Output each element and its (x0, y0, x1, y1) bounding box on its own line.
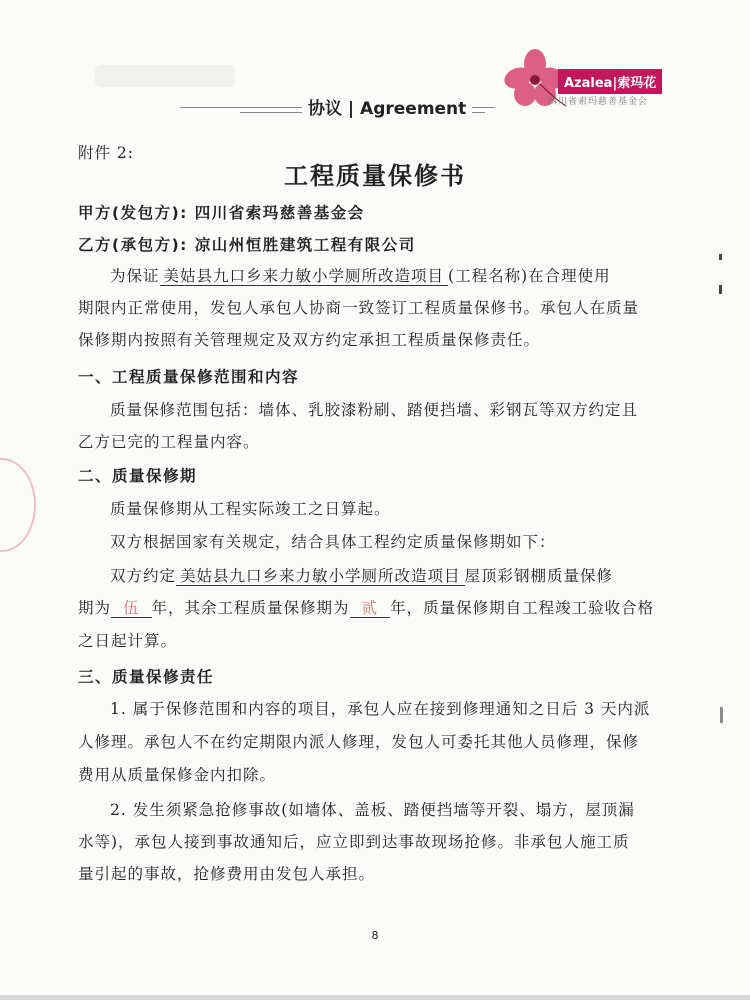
section-3-p2-line-2: 水等)，承包人接到事故通知后，应立即到达事故现场抢修。非承包人施工质 (78, 833, 630, 851)
section-2-line-3 (110, 566, 613, 586)
intro-pre: 为保证 (110, 267, 160, 285)
section-1-line-2: 乙方已完的工程量内容。 (78, 433, 260, 451)
section-3-p1-line-1: 1. 属于保修范围和内容的项目，承包人应在接到修理通知之日后 3 天内派 (110, 700, 651, 718)
period-end: 年，质量保修期自工程竣工验收合格 (390, 599, 655, 617)
intro-line-1 (110, 266, 611, 286)
section-2-line-4 (78, 598, 654, 618)
other-warranty-years: 贰 (350, 599, 391, 618)
intro-line-2: 期限内正常使用，发包人承包人协商一致签订工程质量保修书。承包人在质量 (78, 299, 640, 317)
roof-warranty-years: 伍 (111, 599, 152, 618)
section-2-line-1: 质量保修期从工程实际竣工之日算起。 (110, 500, 391, 518)
attachment-label: 附件 2: (78, 144, 135, 162)
party-b: 乙方(承包方): 凉山州恒胜建筑工程有限公司 (78, 236, 416, 254)
section-3-heading: 三、质量保修责任 (78, 668, 215, 686)
section-1-line-1: 质量保修范围包括：墙体、乳胶漆粉刷、踏便挡墙、彩钢瓦等双方约定且 (110, 401, 639, 419)
scan-edge (0, 995, 750, 1000)
scan-mark (719, 254, 722, 260)
section-3-p1-line-3: 费用从质量保修金内扣除。 (78, 766, 277, 784)
period-label: 期为 (78, 599, 112, 617)
scan-mark (719, 285, 722, 294)
intro-line-3: 保修期内按照有关管理规定及双方约定承担工程质量保修责任。 (78, 331, 541, 349)
section-2-line-2: 双方根据国家有关规定，结合具体工程约定质量保修期如下： (110, 533, 556, 551)
party-a: 甲方(发包方): 四川省索玛慈善基金会 (78, 204, 365, 222)
scan-mark (720, 707, 723, 723)
period-mid: 年，其余工程质量保修期为 (151, 599, 350, 617)
faint-watermark (95, 65, 235, 87)
project-name-underlined: 美姑县九口乡来力敏小学厕所改造项目 (160, 267, 449, 286)
partial-seal-stamp (0, 458, 36, 552)
page-number: 8 (371, 929, 379, 942)
s2-pre: 双方约定 (110, 567, 177, 585)
intro-post: (工程名称)在合理使用 (448, 267, 611, 285)
section-1-heading: 一、工程质量保修范围和内容 (78, 368, 300, 386)
logo-subtitle: 四川省索玛慈善基金会 (548, 97, 649, 107)
section-2-line-5: 之日起计算。 (78, 632, 178, 650)
section-3-p1-line-2: 人修理。承包人不在约定期限内派人修理，发包人可委托其他人员修理，保修 (78, 733, 640, 751)
header-title: 协议 | Agreement (302, 94, 472, 119)
project-name-underlined-2: 美姑县九口乡来力敏小学厕所改造项目 (176, 567, 465, 586)
section-2-heading: 二、质量保修期 (78, 467, 198, 485)
logo-wordmark: Azalea|索玛花 (558, 69, 662, 94)
s2-post: 屋顶彩钢棚质量保修 (464, 567, 614, 585)
section-3-p2-line-1: 2. 发生须紧急抢修事故(如墙体、盖板、踏便挡墙等开裂、塌方，屋顶漏 (110, 801, 635, 819)
azalea-logo (500, 44, 680, 114)
document-title: 工程质量保修书 (284, 162, 466, 190)
section-3-p2-line-3: 量引起的事故，抢修费用由发包人承担。 (78, 865, 376, 883)
